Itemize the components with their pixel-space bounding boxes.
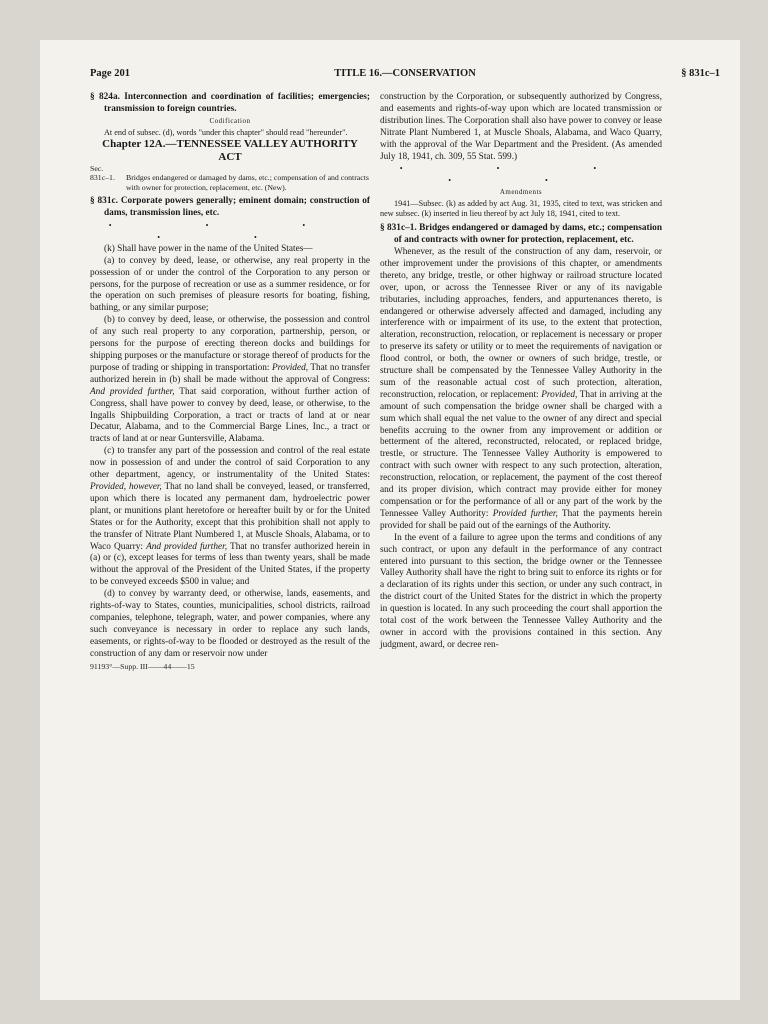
amendments-text: 1941—Subsec. (k) as added by act Aug. 31, 1935, cited to text, was stricken and new subsec. (k) inserted in lieu thereof by act July 18, 1941, cited to text. <box>380 199 662 219</box>
codification-text: At end of subsec. (d), words "under this chapter" should read "hereunder". <box>104 127 348 137</box>
codification-label: Codification <box>209 116 251 125</box>
clause-a: (a) to convey by deed, lease, or otherwise, any real property in the possession of or under the control of the Corporation to any person or persons, for the purpose of recreation or use as a summer residence, or for the operation on such premises of pleasure resorts for boating, fishing, bathing, or any similar purpose; <box>90 255 370 314</box>
amendments-label: Amendments <box>499 188 543 197</box>
section-reference: § 831c–1 <box>681 68 720 79</box>
clause-d: (d) to convey by warranty deed, or otherwise, lands, easements, and rights-of-way to States, counties, municipalities, school districts, railroad companies, telephone, telegraph, water, and power companies, where any such conveyance is necessary in order to replace any such lands, easements, or rights-of-way to be flooded or destroyed as the result of the construction of any dam or reservoir now under <box>90 589 370 659</box>
section-824a-heading: § 824a. Interconnection and coordination of facilities; emergencies; transmission to foreign countries. <box>90 92 370 114</box>
paragraph-2: In the event of a failure to agree upon the terms and conditions of any such contract, or upon any default in the performance of any contract entered into pursuant to this section, the bridge owner or the Tennessee Valley Authority shall have the right to bring suit to enforce its rights or for a declaration of its rights under this section, or under any such contract, in the district court of the United States for the district in which the property in question is located. In any such proceeding the court shall apportion the total cost of the work between the Tennessee Valley Authority and the owner in accord with the provisions contained in this section. Any judgment, award, or decree ren- <box>380 532 662 650</box>
omission-bullets-right: • • • • • <box>399 164 643 186</box>
left-column <box>90 92 370 672</box>
section-831c-1-heading: § 831c–1. Bridges endangered or damaged by dams, etc.; compensation of and contracts with owner for protection, replacement, etc. <box>380 223 662 246</box>
running-title: TITLE 16.—CONSERVATION <box>334 68 476 79</box>
page-header <box>90 68 720 84</box>
paragraph-1: Whenever, as the result of the construction of any dam, reservoir, or other improvement under the provisions of this chapter, or amendments thereto, any bridge, trestle, or other highway or railroad structure located over, upon, or across the Tennessee River or any of its navigable tributaries, including approaches, fenders, and appurtenances thereto, is endangered or otherwise adversely affected and damaged, including any interference with or impairment of its use, to the extent that protection, alteration, reconstruction, relocation, or replacement is necessary or proper to preserve its safety or utility or to meet the requirements of navigation or flood control, or both, the owner or owners of such bridge, trestle, or structure shall be compensated by the Tennessee Valley Authority in the sum of the reasonable actual cost of such protection, alteration, reconstruction, relocation, or replacement: Provided, That in arriving at the amount of such compensation the bridge owner shall be charged with a sum which shall equal the net value to the owner of any direct and special benefits accruing to the owner from any improvement or addition or betterment of the altered, reconstructed, relocated, or replaced bridge, trestle, or structure. The Tennessee Valley Authority is empowered to contract with such owner with respect to any such protection, alteration, reconstruction, relocation, or replacement, the payment of the cost thereof and its proper division, which contract may provide either for money compensation or for the performance of all or any part of the work by the Tennessee Valley Authority: Provided further, That the payments herein provided for shall be paid out of the earnings of the Authority. <box>380 246 662 531</box>
toc-label: Sec. <box>90 163 104 173</box>
subsection-k: (k) Shall have power in the name of the United States— <box>104 243 313 254</box>
section-831c-heading: § 831c. Corporate powers generally; eminent domain; construction of dams, transmission lines, etc. <box>90 196 370 219</box>
toc-entry-text: Bridges endangered or damaged by dams, etc.; compensation of and contracts with owner for protection, replacement, etc. (New). <box>126 173 369 192</box>
continued-text: construction by the Corporation, or subsequently authorized by Congress, and easements and rights-of-way upon which are located transmission or distribution lines. The Corporation shall also have power to convey or lease Nitrate Plant Numbered 1, at Muscle Shoals, Alabama, and Waco Quarry, with the approval of the War Department and the President. (As amended July 18, 1941, ch. 309, 55 Stat. 599.) <box>380 92 662 162</box>
omission-bullets: • • • • • <box>108 221 352 242</box>
print-footnote: 91193°—Supp. III——44——15 <box>90 661 195 671</box>
right-column <box>380 92 662 652</box>
chapter-title: Chapter 12A.—TENNESSEE VALLEY AUTHORITY ACT <box>102 137 358 163</box>
toc-entry-number: 831c–1. <box>90 173 115 183</box>
toc-entry <box>90 173 370 192</box>
clause-c: (c) to transfer any part of the possession and control of the real estate now in possession of and under the control of said Corporation to any other department, agency, or instrumentality of the United States: Provided, however, That no land shall be conveyed, leased, or transferred, upon which there is located any permanent dam, hydroelectric power plant, or munitions plant heretofore or hereafter built by or for the United States or for the Authority, except that this prohibition shall not apply to the transfer of Nitrate Plant Numbered 1, at Muscle Shoals, Alabama, or to Waco Quarry: And provided further, That no transfer authorized herein in (a) or (c), except leases for terms of less than twenty years, shall be made without the approval of the President of the United States, if the property to be conveyed exceeds $500 in value; and <box>90 446 370 588</box>
clause-b: (b) to convey by deed, lease, or otherwise, the possession and control of any such real property to any corporation, partnership, person, or persons for the purpose of erecting thereon docks and buildings for shipping purposes or the manufacture or storage thereof of products for the purpose of trading or shipping in transportation: Provided, That no transfer authorized herein in (b) shall be made without the approval of Congress: And provided further, That said corporation, without further action of Congress, shall have power to convey by deed, lease, or otherwise, to the Ingalls Shipbuilding Corporation, a tract or tracts of land at or near Decatur, Alabama, and to the Commercial Barge Lines, Inc., a tract or tracts of land at or near Guntersville, Alabama. <box>90 315 370 445</box>
document-page <box>40 40 740 1000</box>
page-number: Page 201 <box>90 68 130 79</box>
